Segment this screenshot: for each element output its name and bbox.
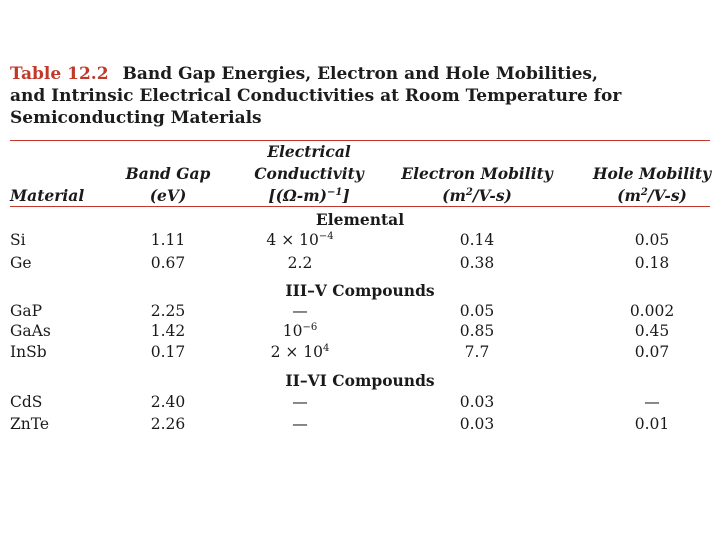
band-gap-cell: 1.42 [150,322,186,340]
electron-mobility-cell: 0.05 [459,302,495,320]
header-band-gap: Band Gap [125,164,211,183]
unit-exponent: −1 [326,187,343,198]
table-number: Table 12.2 [10,64,109,84]
caption-text-1: Band Gap Energies, Electron and Hole Mobilities, [122,64,598,84]
hole-mobility-cell: 0.01 [634,415,670,433]
header-hole-unit [617,187,687,205]
unit-end: ] [342,186,350,205]
conductivity-exponent: 4 [323,343,330,354]
conductivity-cell [292,415,308,433]
header-rule [10,206,710,207]
conductivity-exponent: −6 [302,322,318,333]
electron-mobility-cell: 0.85 [459,322,495,340]
band-gap-cell: 1.11 [150,231,186,249]
material-cell: Si [10,231,26,249]
conductivity-base: 2 × 10 [270,343,324,361]
table-caption [10,63,710,129]
top-rule [10,140,710,141]
material-cell: ZnTe [10,415,50,433]
header-electron-mobility: Electron Mobility [401,164,553,183]
conductivity-base: — [292,302,308,320]
material-cell: Ge [10,254,32,272]
conductivity-base: — [292,393,308,411]
header-conductivity-line1: Electrical [267,142,351,161]
band-gap-cell: 0.17 [150,343,186,361]
section-iii-v: III–V Compounds [285,281,435,300]
conductivity-cell [283,322,317,340]
electron-mobility-cell: 0.03 [459,415,495,433]
section-ii-vi: II–VI Compounds [285,371,435,390]
unit-base: [(Ω-m) [268,186,327,205]
caption-line-3: Semiconducting Materials [10,108,262,128]
conductivity-base: 10 [282,322,303,340]
caption-line-1 [10,63,710,85]
hole-mobility-cell: 0.07 [634,343,670,361]
electron-mobility-cell: 0.38 [459,254,495,272]
header-electron-unit [442,187,512,205]
conductivity-base: — [292,415,308,433]
conductivity-cell [292,302,308,320]
unit-end: /V-s) [647,186,687,205]
conductivity-exponent: −4 [318,231,334,242]
caption-line-2: and Intrinsic Electrical Conductivities at Room Temperature for [10,86,622,106]
unit-base: (m [442,186,466,205]
header-band-gap-unit: (eV) [149,186,187,205]
conductivity-cell [288,254,313,272]
material-cell: CdS [10,393,43,411]
material-cell: GaP [10,302,43,320]
hole-mobility-cell: 0.05 [634,231,670,249]
header-hole-mobility: Hole Mobility [592,164,712,183]
hole-mobility-cell: 0.18 [634,254,670,272]
header-material: Material [10,186,85,205]
conductivity-base: 4 × 10 [266,231,319,249]
header-conductivity-unit [268,187,349,205]
conductivity-base: 2.2 [287,254,313,272]
hole-mobility-cell: 0.45 [634,322,670,340]
hole-mobility-cell: — [644,393,660,411]
unit-base: (m [617,186,641,205]
electron-mobility-cell: 7.7 [464,343,490,361]
electron-mobility-cell: 0.14 [459,231,495,249]
unit-end: /V-s) [472,186,512,205]
band-gap-cell: 2.40 [150,393,186,411]
electron-mobility-cell: 0.03 [459,393,495,411]
unit-exponent: 2 [640,187,648,198]
section-elemental: Elemental [315,210,405,229]
conductivity-cell [271,343,330,361]
band-gap-cell: 2.26 [150,415,186,433]
band-gap-cell: 0.67 [150,254,186,272]
conductivity-cell [292,393,308,411]
material-cell: InSb [10,343,47,361]
header-conductivity-line2: Conductivity [254,164,364,183]
conductivity-cell [266,231,333,249]
material-cell: GaAs [10,322,51,340]
band-gap-cell: 2.25 [150,302,186,320]
hole-mobility-cell: 0.002 [629,302,675,320]
unit-exponent: 2 [465,187,473,198]
